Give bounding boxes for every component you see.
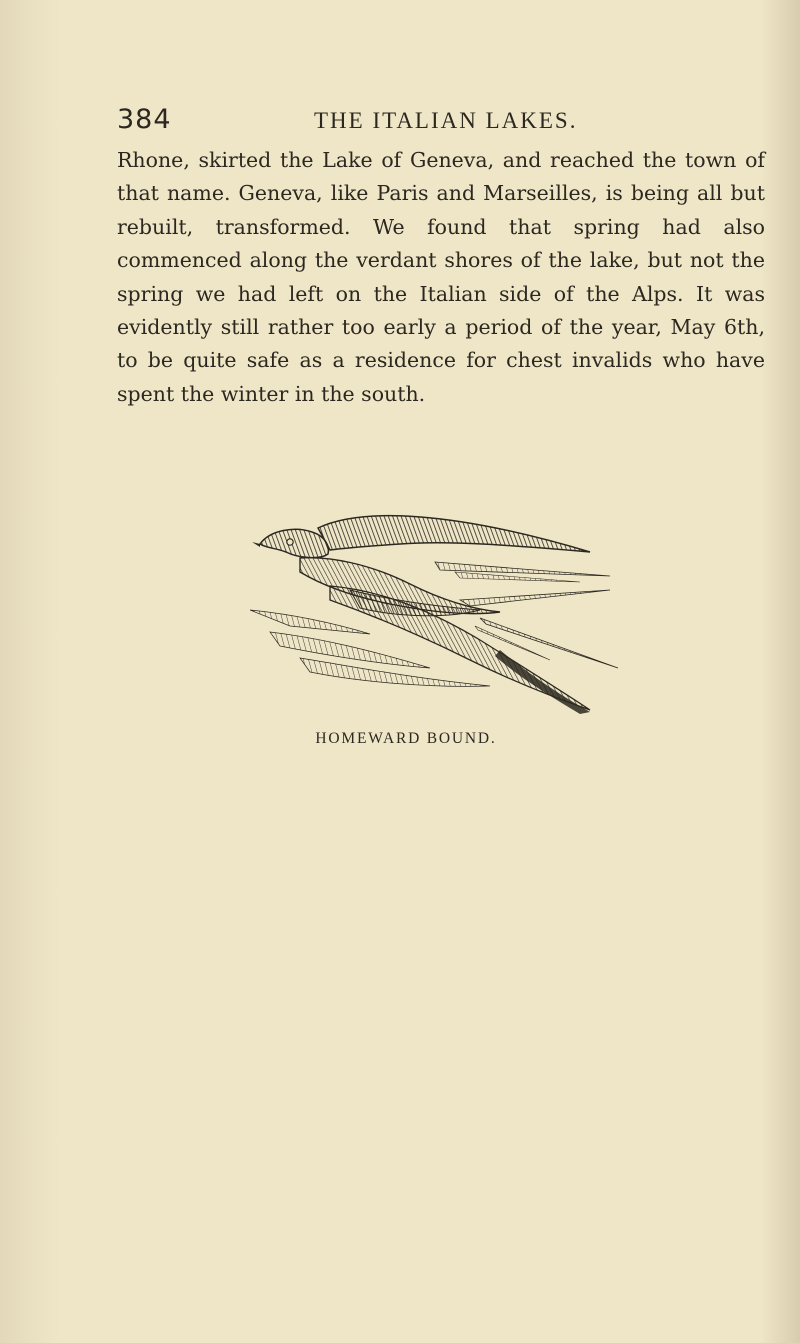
page-header xyxy=(0,104,800,140)
body-paragraph: Rhone, skirted the Lake of Geneva, and reached the town of that name. Geneva, like Paris and Marseilles, is being all but rebuilt, transformed. We found that spring had also commenced along the verdant shores of the lake, but not the spring we had left on the Italian side of the Alps. It was evidently still rather too early a period of the year, May 6th, to be quite safe as a residence for chest invalids who have spent the winter in the south. xyxy=(117,148,765,406)
figure-caption: HOMEWARD BOUND. xyxy=(315,730,497,747)
running-head: THE ITALIAN LAKES. xyxy=(314,108,578,133)
page-number: 384 xyxy=(117,104,172,135)
swallow-engraving-icon xyxy=(250,500,620,720)
swallow-illustration xyxy=(250,500,620,720)
